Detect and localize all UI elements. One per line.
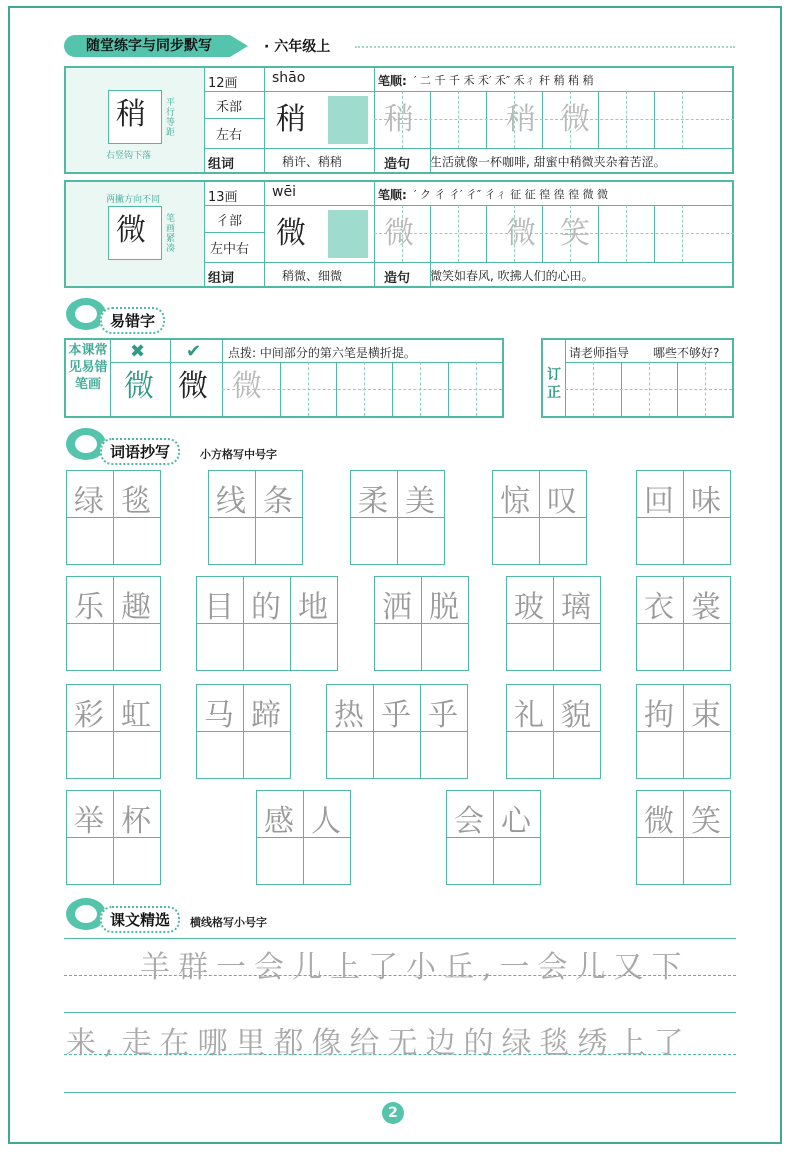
word-char: 裳 [691, 590, 721, 625]
word-char: 味 [691, 484, 721, 519]
section-subtitle-kewen: 横线格写小号字 [190, 916, 267, 929]
group-label: 组词 [208, 271, 235, 286]
word-char: 惊 [500, 484, 530, 519]
stroke-order-label: 笔顺: [378, 188, 407, 202]
right-icon: ✔ [186, 341, 202, 362]
word-char: 地 [298, 590, 328, 625]
word-char: 柔 [358, 484, 388, 519]
correction-table [541, 338, 734, 418]
word-char: 条 [263, 484, 293, 519]
stroke-order-label: 笔顺: [378, 74, 407, 88]
word-char: 虹 [121, 698, 151, 733]
yicuo-tip: 点拨: 中间部分的第六笔是横折提。 [228, 346, 416, 360]
trace-char: 微 [506, 216, 536, 251]
radical: 彳部 [216, 214, 243, 229]
trace-char: 稍 [506, 102, 536, 137]
word-char: 马 [204, 698, 234, 733]
word-char: 乐 [74, 590, 104, 625]
word-char: 洒 [382, 590, 412, 625]
word-char: 蹄 [251, 698, 281, 733]
series-title: 随堂练字与同步默写 [64, 35, 230, 57]
word-char: 绿 [74, 484, 104, 519]
word-char: 束 [691, 698, 721, 733]
side-note: 两撇方向不同 [106, 195, 161, 205]
word-char: 心 [501, 804, 531, 839]
trace-char: 微 [232, 369, 262, 404]
word-char: 貌 [561, 698, 591, 733]
sentence-label: 造句 [384, 157, 411, 172]
word-char: 回 [644, 484, 674, 519]
word-char: 衣 [644, 590, 674, 625]
char-table-1 [64, 66, 734, 174]
page-number: 2 [382, 1102, 404, 1124]
structure: 左右 [216, 128, 243, 143]
word-char: 会 [454, 804, 484, 839]
wrong-icon: ✖ [130, 341, 146, 362]
yicuo-table [64, 338, 504, 418]
word-char: 脱 [429, 590, 459, 625]
passage-line: 来,走在哪里都像给无边的绿毯绣上了 [66, 1026, 692, 1061]
section-subtitle-ciyu: 小方格写中号字 [200, 448, 277, 461]
word-char: 礼 [514, 698, 544, 733]
word-char: 微 [644, 804, 674, 839]
main-char: 微 [116, 213, 146, 248]
group-label: 组词 [208, 157, 235, 172]
word-char: 美 [405, 484, 435, 519]
word-char: 璃 [561, 590, 591, 625]
word-char: 拘 [644, 698, 674, 733]
section-title-kewen: 课文精选 [100, 906, 180, 933]
trace-char: 微 [560, 102, 590, 137]
word-char: 目 [204, 590, 234, 625]
teacher-label: 请老师指导 [569, 346, 630, 360]
word-char: 线 [216, 484, 246, 519]
correct-char: 微 [178, 369, 208, 404]
header-dotted-rule [355, 46, 735, 48]
stroke-count: 12画 [208, 76, 238, 91]
pinyin: wēi [272, 184, 296, 200]
group-words: 稍许、稍稍 [282, 155, 343, 169]
word-char: 感 [264, 804, 294, 839]
side-note: 笔画紧凑 [166, 214, 176, 254]
header-arrow [230, 35, 248, 57]
model-char: 稍 [276, 102, 306, 137]
word-char: 毯 [121, 484, 151, 519]
model-char: 微 [276, 216, 306, 251]
word-char: 乎 [428, 698, 458, 733]
word-char: 彩 [74, 698, 104, 733]
group-words: 稍微、细微 [282, 269, 343, 283]
grade-label: · 六年级上 [264, 39, 331, 55]
word-char: 玻 [514, 590, 544, 625]
teacher-question: 哪些不够好? [653, 346, 720, 360]
word-char: 乎 [381, 698, 411, 733]
radical: 禾部 [216, 100, 243, 115]
trace-char: 稍 [384, 102, 414, 137]
sentence: 生活就像一杯咖啡, 甜蜜中稍微夹杂着苦涩。 [430, 155, 666, 169]
word-char: 叹 [547, 484, 577, 519]
side-note: 平行等距 [166, 98, 176, 138]
word-char: 人 [311, 804, 341, 839]
main-char: 稍 [116, 97, 146, 132]
word-char: 热 [334, 698, 364, 733]
structure: 左中右 [210, 242, 250, 257]
stroke-count: 13画 [208, 190, 238, 205]
word-char: 举 [74, 804, 104, 839]
word-char: 趣 [121, 590, 151, 625]
word-char: 笑 [691, 804, 721, 839]
yicuo-side-label: 本课常见易错笔画 [68, 343, 108, 392]
char-table-2 [64, 180, 734, 288]
correction-label: 订正 [547, 367, 561, 401]
sentence-label: 造句 [384, 271, 411, 286]
stroke-order: ′ ク 彳 彳′ 彳″ 彳ㄔ 征 征 徨 徨 徨 微 微 [414, 188, 609, 201]
word-char: 的 [251, 590, 281, 625]
section-title-yicuo: 易错字 [100, 307, 165, 334]
section-title-ciyu: 词语抄写 [100, 438, 180, 465]
word-char: 杯 [121, 804, 151, 839]
pinyin: shāo [272, 70, 306, 86]
stroke-order: ′ 二 千 千 禾 禾′ 禾″ 禾ㄔ 秆 稍 稍 稍 [414, 74, 594, 87]
sentence: 微笑如春风, 吹拂人们的心田。 [430, 269, 594, 283]
trace-char: 微 [384, 216, 414, 251]
side-note: 右竖钩下落 [106, 151, 152, 161]
trace-char: 笑 [560, 216, 590, 251]
wrong-char: 微 [124, 369, 154, 404]
passage-line: 羊群一会儿上了小丘,一会儿又下 [140, 950, 690, 985]
